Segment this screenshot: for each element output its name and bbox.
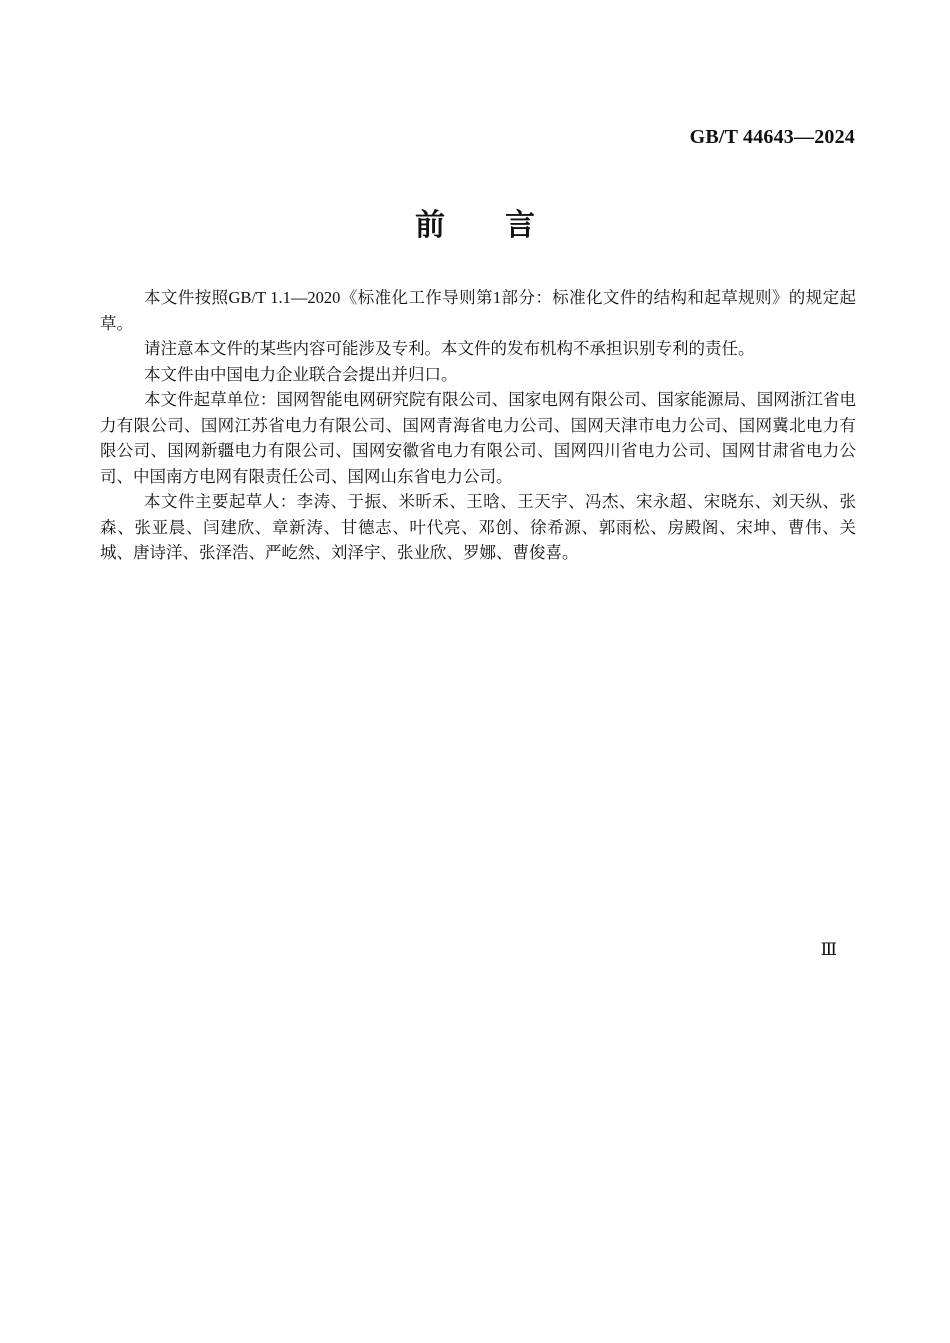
paragraph-drafting-rules: 本文件按照GB/T 1.1—2020《标准化工作导则第1部分：标准化文件的结构和起草规则》的规定起草。 xyxy=(100,288,856,333)
paragraph-proposing-body: 本文件由中国电力企业联合会提出并归口。 xyxy=(144,364,458,384)
page-title: 前言 xyxy=(415,209,595,242)
paragraph-main-drafters: 本文件主要起草人：李涛、于振、米昕禾、王晗、王天宇、冯杰、宋永超、宋晓东、刘天纵、张森、张亚晨、闫建欣、章新涛、甘德志、叶代亮、邓创、徐希源、郭雨松、房殿阁、宋坤、曹伟、关城、唐诗洋、张泽浩、严屹然、刘泽宇、张业欣、罗娜、曹俊喜。 xyxy=(100,492,856,562)
standard-code: GB/T 44643—2024 xyxy=(689,126,855,148)
paragraph-patent-notice: 请注意本文件的某些内容可能涉及专利。本文件的发布机构不承担识别专利的责任。 xyxy=(144,339,755,358)
foreword-body xyxy=(100,285,856,566)
paragraph-drafting-organizations: 本文件起草单位：国网智能电网研究院有限公司、国家电网有限公司、国家能源局、国网浙江省电力有限公司、国网江苏省电力有限公司、国网青海省电力公司、国网天津市电力公司、国网冀北电力有限公司、国网新疆电力有限公司、国网安徽省电力有限公司、国网四川省电力公司、国网甘肃省电力公司、中国南方电网有限责任公司、国网山东省电力公司。 xyxy=(100,390,856,486)
page-number: Ⅲ xyxy=(820,940,837,959)
